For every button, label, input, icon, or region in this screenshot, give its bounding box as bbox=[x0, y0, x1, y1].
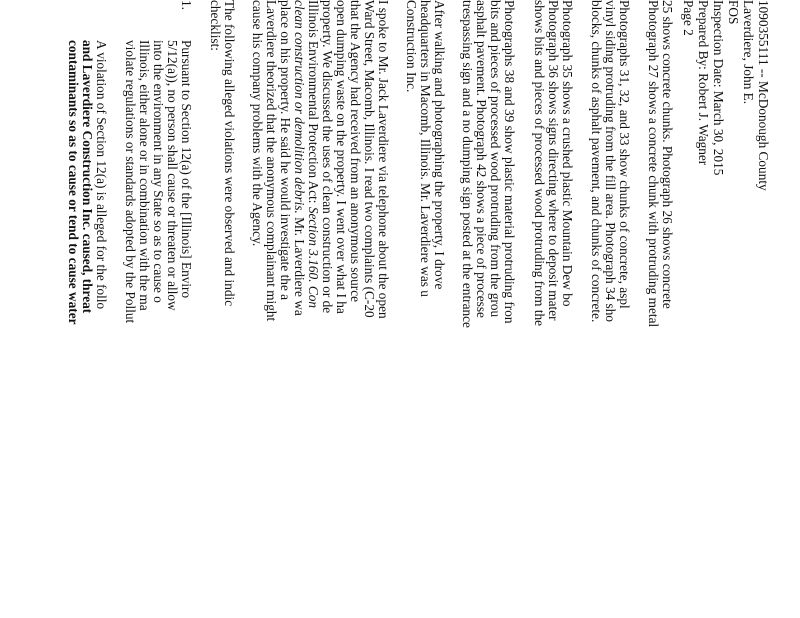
paragraph-line: Photographs 31, 32, and 33 show chunks of concrete, aspl bbox=[617, 0, 632, 309]
violation-line: and Laverdiere Construction Inc. caused, threat bbox=[80, 40, 95, 314]
paragraph-line: 25 shows concrete chunks. Photograph 26 shows concrete bbox=[660, 0, 675, 309]
paragraph-line: asphalt pavement. Photograph 42 shows a piece of processe bbox=[474, 0, 489, 318]
paragraph-line: Laverdiere theorized that the anonymous complainant might bbox=[264, 0, 279, 322]
paragraph-line: bits and pieces of processed wood protruding from the grou bbox=[488, 0, 503, 318]
violation-line: A violation of Section 12(a) is alleged for the follo bbox=[94, 40, 109, 310]
paragraph-line: Photographs 38 and 39 show plastic material protruding fron bbox=[502, 0, 517, 324]
paragraph-line: shows bits and pieces of processed wood protruding from the bbox=[532, 0, 547, 327]
paragraph-line: cause his company problems with the Agency. bbox=[250, 0, 265, 247]
header-line-site-id: 1090355111 -- McDonough County bbox=[756, 0, 771, 191]
header-line-inspection-date: Inspection Date: March 30, 2015 bbox=[711, 0, 726, 176]
document-page bbox=[50, 0, 770, 618]
paragraph-line: vinyl siding protruding from the fill area. Photograph 34 sho bbox=[603, 0, 618, 323]
allegation-intro-line: The following alleged violations were observed and indic bbox=[222, 0, 237, 307]
header-line-fos: FOS bbox=[726, 0, 741, 25]
paragraph-line: blocks, chunks of asphalt pavement, and chunks of concrete. bbox=[589, 0, 604, 323]
paragraph-line: that the Agency had received from an anonymous source bbox=[348, 0, 363, 303]
paragraph-line: place on his property. He said he would investigate the a bbox=[278, 0, 293, 301]
header-line-prepared-by: Prepared By: Robert J. Wagner bbox=[696, 0, 711, 166]
header-line-name: Laverdiere, John E. bbox=[741, 0, 756, 105]
item-line: Illinois, either alone or in combination with the ma bbox=[137, 40, 152, 311]
paragraph-line: Photograph 35 shows a crushed plastic Mountain Dew bo bbox=[560, 0, 575, 307]
paragraph-line: open dumping waste on the property. I went over what I ha bbox=[334, 0, 349, 314]
item-line: 5/12(a)), no person shall cause or threaten or allow bbox=[165, 40, 180, 311]
paragraph-line: Ward Street, Macomb, Illinois. I read two complaints (C-20 bbox=[362, 0, 377, 318]
paragraph-line: Construction Inc. bbox=[404, 0, 419, 93]
item-line: into the environment in any State so as to cause o bbox=[151, 40, 166, 303]
paragraph-line: property. We discussed the uses of clean construction or de bbox=[320, 0, 335, 314]
item-number: 1. bbox=[179, 0, 194, 10]
paragraph-line: After walking and photographing the property, I drove bbox=[432, 0, 447, 290]
paragraph-line bbox=[292, 0, 306, 316]
paragraph-line: headquarters in Macomb, Illinois. Mr. Laverdiere was u bbox=[418, 0, 433, 297]
paragraph-line: trespassing sign and a no dumping sign posted at the entrance bbox=[460, 0, 475, 328]
paragraph-line: I spoke to Mr. Jack Laverdiere via telephone about the open bbox=[376, 0, 391, 319]
header-line-page-number: Page 2 bbox=[681, 0, 696, 36]
statute-text: clean construction or demolition debris. bbox=[292, 0, 307, 214]
paragraph-text: Illinois Environmental Protection Act: bbox=[306, 0, 321, 207]
paragraph-line: Photograph 36 shows signs directing where to deposit mater bbox=[546, 0, 561, 321]
paragraph-text: Mr. Laverdiere wa bbox=[292, 213, 307, 316]
paragraph-line bbox=[306, 0, 320, 308]
statute-citation: Section 3.160. Con bbox=[306, 206, 321, 309]
item-line: Pursuant to Section 12(a) of the [Illinois] Enviro bbox=[179, 40, 194, 299]
item-line: violate regulations or standards adopted by the Pollut bbox=[123, 40, 138, 324]
violation-line: contaminants so as to cause or tend to cause water bbox=[66, 40, 81, 325]
paragraph-line: Photograph 27 shows a concrete chunk with protruding metal bbox=[646, 0, 661, 328]
allegation-intro-line: checklist: bbox=[208, 0, 223, 51]
